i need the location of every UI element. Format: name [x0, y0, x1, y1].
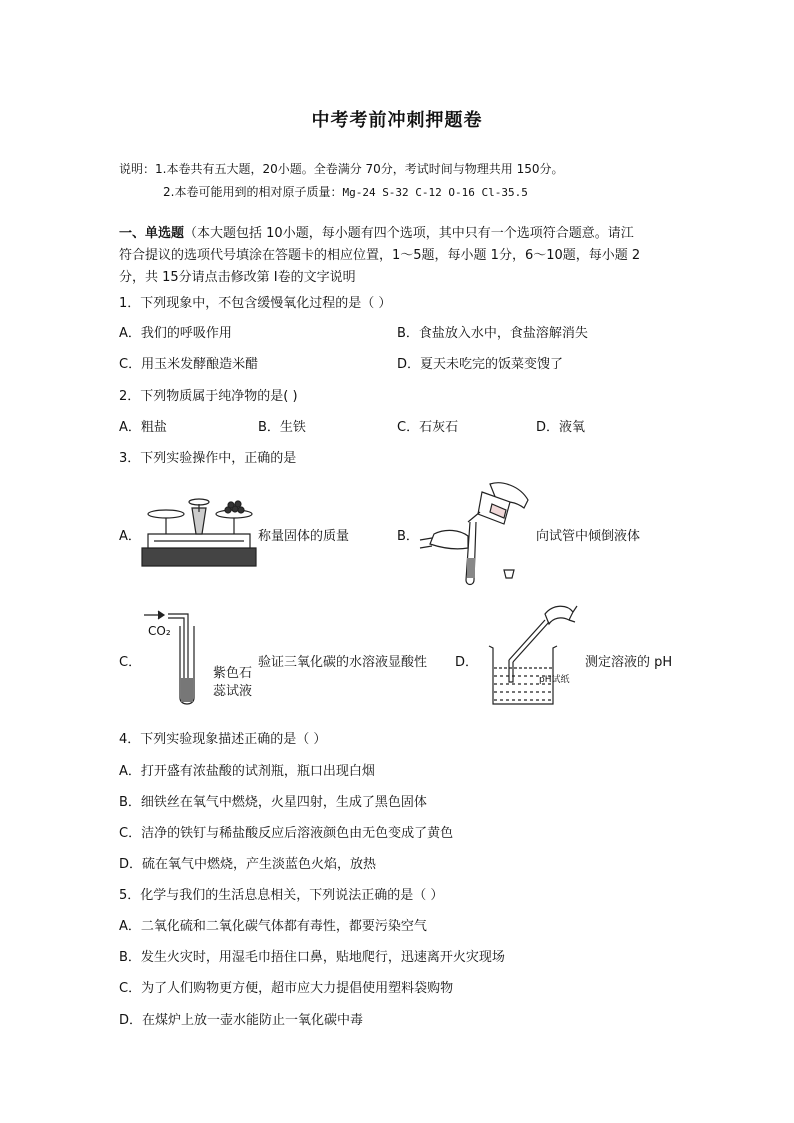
question-4-option-c: C．洁净的铁钉与稀盐酸反应后溶液颜色由无色变成了黄色 — [119, 826, 454, 841]
question-3-caption-b: 向试管中倾倒液体 — [536, 529, 641, 544]
question-1-stem: 1．下列现象中，不包含缓慢氧化过程的是（ ） — [119, 296, 392, 311]
question-1-option-d: D．夏天未吃完的饭菜变馊了 — [397, 357, 564, 372]
ph-test-figure — [487, 604, 583, 710]
question-3-option-a: A． — [119, 529, 141, 544]
question-1-option-c: C．用玉米发酵酿造米醋 — [119, 357, 259, 372]
litmus-label-line-2: 蕊试液 — [213, 684, 253, 699]
pouring-liquid-figure — [420, 478, 532, 588]
question-3-option-b: B． — [397, 529, 419, 544]
section-1-desc-line-3: 分，共 15分请点击修改第 I卷的文字说明 — [119, 270, 356, 285]
question-5-option-c: C．为了人们购物更方便，超市应大力提倡使用塑料袋购物 — [119, 981, 454, 996]
section-1-heading: 一、单选题 — [119, 226, 185, 241]
question-4-stem: 4．下列实验现象描述正确的是（ ） — [119, 732, 327, 747]
question-5-option-b: B．发生火灾时，用湿毛巾捂住口鼻，贴地爬行，迅速离开火灾现场 — [119, 950, 505, 965]
question-2-option-a: A．粗盐 — [119, 420, 167, 435]
instructions-line-1: 说明：1.本卷共有五大题，20小题。全卷满分 70分，考试时间与物理共用 150分。 — [119, 162, 564, 176]
page-title: 中考考前冲刺押题卷 — [311, 110, 483, 131]
balance-scale-figure — [140, 490, 258, 570]
question-5-option-a: A．二氧化硫和二氧化碳气体都有毒性，都要污染空气 — [119, 919, 427, 934]
question-3-option-c: C． — [119, 655, 142, 670]
question-1-option-b: B．食盐放入水中，食盐溶解消失 — [397, 326, 588, 341]
question-5-option-d: D．在煤炉上放一壶水能防止一氧化碳中毒 — [119, 1013, 364, 1028]
question-2-option-b: B．生铁 — [258, 420, 306, 435]
question-2-option-c: C．石灰石 — [397, 420, 459, 435]
question-4-option-d: D．硫在氧气中燃烧，产生淡蓝色火焰，放热 — [119, 857, 377, 872]
question-4-option-a: A．打开盛有浓盐酸的试剂瓶，瓶口出现白烟 — [119, 764, 375, 779]
question-3-caption-a: 称量固体的质量 — [258, 529, 350, 544]
question-3-option-d: D． — [455, 655, 479, 670]
question-1-option-a: A．我们的呼吸作用 — [119, 326, 232, 341]
question-4-option-b: B．细铁丝在氧气中燃烧，火星四射，生成了黑色固体 — [119, 795, 427, 810]
section-1-desc-line-2: 符合提议的选项代号填涂在答题卡的相应位置，1～5题，每小题 1分，6～10题，每小题 2 — [119, 248, 641, 263]
instructions-line-2 — [163, 183, 528, 200]
question-2-stem: 2．下列物质属于纯净物的是( ) — [119, 389, 298, 404]
question-3-stem: 3．下列实验操作中，正确的是 — [119, 451, 297, 466]
co2-label: CO₂ — [148, 624, 171, 638]
atomic-masses: Mg-24 S-32 C-12 O-16 Cl-35.5 — [342, 186, 528, 199]
litmus-label-line-1: 紫色石 — [213, 666, 253, 681]
instructions-line-2-text: 2.本卷可能用到的相对原子质量： — [163, 185, 343, 199]
question-3-caption-d: 测定溶液的 pH — [585, 655, 673, 670]
ph-paper-label: pH试纸 — [539, 675, 570, 685]
question-5-stem: 5．化学与我们的生活息息相关，下列说法正确的是（ ） — [119, 888, 444, 903]
question-2-option-d: D．液氧 — [536, 420, 586, 435]
question-3-caption-c: 验证三氧化碳的水溶液显酸性 — [258, 655, 428, 670]
section-1-desc-text: （本大题包括 10小题，每小题有四个选项，其中只有一个选项符合题意。请江 — [184, 226, 634, 241]
section-1-desc-line-1 — [119, 222, 634, 241]
